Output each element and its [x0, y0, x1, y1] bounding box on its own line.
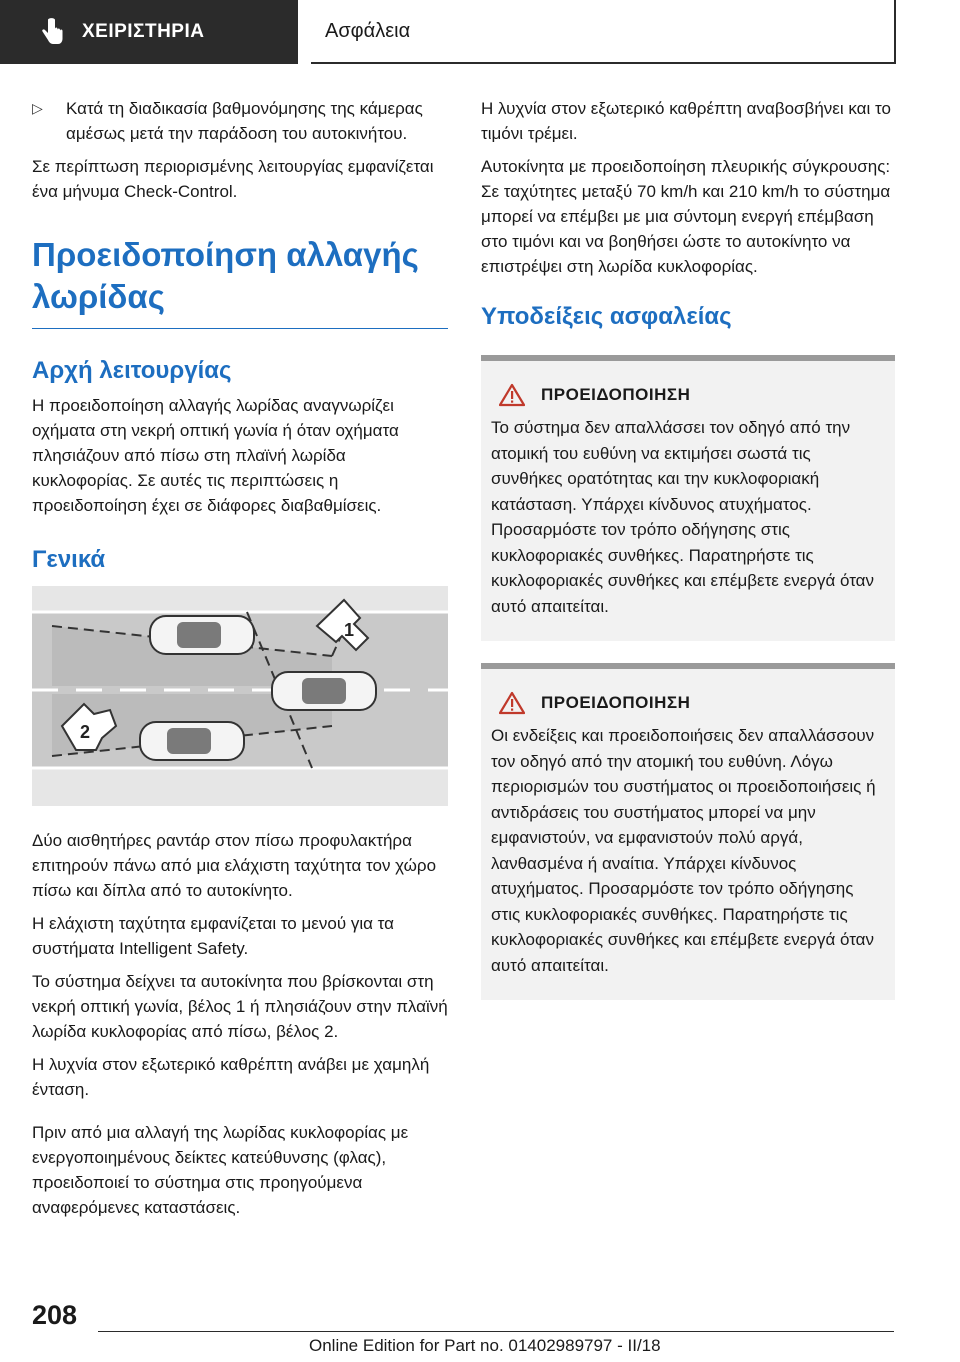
list-item — [32, 96, 448, 146]
warning-triangle-icon — [499, 383, 525, 407]
hand-pointer-icon — [38, 18, 66, 46]
paragraph-principle: Η προειδοποίηση αλλαγής λωρίδας αναγνωρίζει οχήματα στη νεκρή οπτική γωνία ή όταν οχήματα πλησιάζουν από πίσω στη πλαϊνή λωρίδα κυκλοφορίας. Σε αυτές τις περιπτώσεις η προειδοποίηση έχει σε διάφορες διαβαθμίσεις. — [32, 396, 399, 515]
paragraph-mirror-flash: Η λυχνία στον εξωτερικό καθρέπτη αναβοσβήνει και το τιμόνι τρέμει. — [481, 99, 891, 143]
car-approaching — [140, 722, 244, 760]
header-section-box — [311, 0, 896, 64]
chapter-title: ΧΕΙΡΙΣΤΗΡΙΑ — [82, 21, 205, 42]
paragraph-before-change: Πριν από μια αλλαγή της λωρίδας κυκλοφορίας με ενεργοποιημένους δείκτες κατεύθυνσης (φλας), προειδοποιεί το σύστημα στις προηγούμενα αναφερόμενες καταστάσεις. — [32, 1123, 409, 1217]
warning-triangle-icon — [499, 691, 525, 715]
warning-box-2 — [481, 663, 895, 1000]
bullet-text: Κατά τη διαδικασία βαθμονόμησης της κάμερας αμέσως μετά την παράδοση του αυτοκινήτου. — [66, 99, 423, 143]
paragraph-system-shows: Το σύστημα δείχνει τα αυτοκίνητα που βρίσκονται στη νεκρή οπτική γωνία, βέλος 1 ή πλησιάζουν στην πλαϊνή λωρίδα κυκλοφορίας από πίσω, βέλος 2. — [32, 972, 448, 1041]
lane-change-illustration — [32, 586, 448, 806]
car-blind-spot — [150, 616, 254, 654]
warning-title: ΠΡΟΕΙΔΟΠΟΙΗΣΗ — [541, 693, 691, 712]
right-column — [481, 96, 897, 1022]
paragraph-sensors: Δύο αισθητήρες ραντάρ στον πίσω προφυλακτήρα επιτηρούν πάνω από μια ελάχιστη ταχύτητα τον χώρο πίσω και δίπλα από το αυτοκίνητο. — [32, 831, 437, 900]
warning-body: Οι ενδείξεις και προειδοποιήσεις δεν απαλλάσσουν τον οδηγό από την ατομική του ευθύνη. Λόγω περιορισμών του συστήματος οι προειδοποιήσεις ή αντιδράσεις του συστήματος μπορεί να μην εμφανιστούν, να εμφανιστούν πολύ αργά, λανθασμένα ή αναίτια. Υπάρχει κίνδυνος ατυχήματος. Προσαρμόστε τον τρόπο οδήγησης στις κυκλοφοριακές συνθήκες. Παρατηρήστε τις κυκλοφοριακές συνθήκες και επέμβετε ενεργά όταν αυτό απαιτείται. — [491, 726, 876, 975]
warning-title: ΠΡΟΕΙΔΟΠΟΙΗΣΗ — [541, 385, 691, 404]
page-number: 208 — [32, 1300, 78, 1330]
warning-box-1 — [481, 355, 895, 641]
heading-safety-notes: Υποδείξεις ασφαλείας — [481, 303, 732, 330]
footer-edition: Online Edition for Part no. 01402989797 - II/18 — [309, 1336, 661, 1355]
section-title: Ασφάλεια — [325, 19, 411, 42]
car-own — [272, 672, 376, 710]
header-chapter-tab — [0, 0, 298, 64]
heading-principle: Αρχή λειτουργίας — [32, 357, 232, 384]
arrow-1-label: 1 — [344, 620, 355, 640]
paragraph-mirror-lamp: Η λυχνία στον εξωτερικό καθρέπτη ανάβει με χαμηλή ένταση. — [32, 1055, 430, 1099]
heading-general: Γενικά — [32, 546, 106, 573]
footer-divider — [98, 1331, 894, 1332]
triangle-bullet-icon: ▷ — [32, 100, 43, 116]
paragraph-limited-function: Σε περίπτωση περιορισμένης λειτουργίας εμφανίζεται ένα μήνυμα Check-Control. — [32, 157, 434, 201]
paragraph-side-collision: Αυτοκίνητα με προειδοποίηση πλευρικής σύγκρουσης: Σε ταχύτητες μεταξύ 70 km/h και 210 km/h το σύστημα μπορεί να επέμβει με μια σύντομη ενεργή επέμβαση στο τιμόνι και να βοηθήσει ώστε το αυτοκίνητο να επιστρέψει στη λωρίδα κυκλοφορίας. — [481, 157, 891, 276]
page-title: Προειδοποίηση αλλαγής λωρίδας — [32, 234, 448, 329]
warning-body: Το σύστημα δεν απαλλάσσει τον οδηγό από την ατομική του ευθύνη να εκτιμήσει σωστά τις συνθήκες ορατότητας και την κυκλοφοριακή κατάσταση. Υπάρχει κίνδυνος ατυχήματος. Προσαρμόστε τον τρόπο οδήγησης στις κυκλοφοριακές συνθήκες. Παρατηρήστε τις κυκλοφοριακές συνθήκες και επέμβετε ενεργά όταν αυτό απαιτείται. — [491, 418, 875, 616]
paragraph-min-speed: Η ελάχιστη ταχύτητα εμφανίζεται το μενού για τα συστήματα Intelligent Safety. — [32, 914, 394, 958]
left-column — [32, 96, 448, 1228]
arrow-2-label: 2 — [80, 722, 91, 742]
